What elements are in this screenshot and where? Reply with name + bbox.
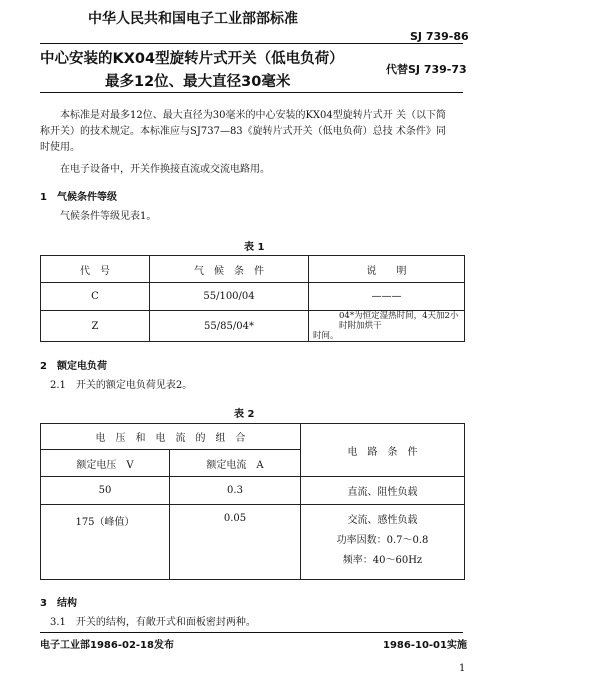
effective-date: 1986-10-01实施	[383, 640, 467, 651]
table-1-cell-code: C	[41, 283, 150, 311]
header-rule	[40, 43, 463, 44]
intro-paragraph-line3: 时使用。	[40, 142, 80, 153]
table-1-cell-note: ———	[309, 283, 465, 311]
table-2-condition-line1: 交流、感性负载	[347, 515, 418, 526]
issued-date: 电子工业部1986-02-18发布	[40, 640, 174, 651]
intro-paragraph-line2: 称开关）的技术规定。本标准应与SJ737—83《旋转片式开关（低电负荷）总技 术条件》同	[40, 126, 446, 137]
table-2-cell-current: 0.3	[170, 477, 301, 505]
table-2	[40, 423, 465, 580]
replaces-standard: 代替SJ 739-73	[386, 63, 467, 76]
standard-number: SJ 739-86	[410, 30, 469, 43]
document-title-line1: 中心安装的KX04型旋转片式开关（低电负荷）	[40, 51, 344, 67]
table-1-cell-condition: 55/100/04	[150, 283, 309, 311]
table-2-condition-line2: 功率因数：0.7～0.8	[336, 535, 429, 546]
title-rule	[40, 92, 463, 93]
table-1-header-condition: 气 候 条 件	[150, 256, 309, 283]
table-2-cell-condition	[301, 505, 465, 580]
table-1-cell-code: Z	[41, 311, 150, 342]
intro-paragraph-2: 在电子设备中，开关作换接直流或交流电路用。	[60, 164, 270, 175]
section-3-text: 3.1 开关的结构，有敞开式和面板密封两种。	[50, 617, 256, 628]
table-2-cell-condition: 直流、阻性负载	[301, 477, 465, 505]
intro-paragraph-line1: 本标准是对最多12位、最大直径为30毫米的中心安装的KX04型旋转片式开 关（以下简	[60, 110, 446, 121]
section-2-heading: 2 额定电负荷	[40, 361, 107, 372]
table-2-header-current: 额定电流 A	[170, 450, 301, 477]
document-title-line2: 最多12位、最大直径30毫米	[105, 74, 291, 90]
table-2-header-voltage: 额定电压 V	[41, 450, 170, 477]
table-1-note-line1: 04*为恒定湿热时间，4天加2小时附加烘干	[339, 311, 459, 331]
table-1-header-note: 说 明	[309, 256, 465, 283]
table-2-group-header: 电 压 和 电 流 的 组 合	[41, 424, 301, 450]
table-1	[40, 255, 465, 342]
table-1-cell-condition: 55/85/04*	[150, 311, 309, 342]
table-2-header-condition: 电 路 条 件	[301, 424, 465, 477]
issuer-title: 中华人民共和国电子工业部部标准	[88, 11, 298, 27]
table-2-cell-voltage: 175（峰值）	[41, 505, 170, 580]
page-number: 1	[459, 663, 466, 674]
section-1-heading: 1 气候条件等级	[40, 192, 117, 203]
footer-rule	[40, 632, 463, 633]
section-3-heading: 3 结构	[40, 598, 77, 609]
table-1-header-code: 代 号	[41, 256, 150, 283]
section-2-text: 2.1 开关的额定电负荷见表2。	[50, 380, 193, 391]
table-1-note-line2: 时间。	[313, 331, 339, 341]
table-2-cell-voltage: 50	[41, 477, 170, 505]
table-2-condition-line3: 频率：40～60Hz	[342, 555, 423, 566]
table-2-caption: 表 2	[234, 409, 255, 420]
table-2-cell-current: 0.05	[170, 505, 301, 580]
table-1-caption: 表 1	[244, 242, 265, 253]
table-1-cell-note	[309, 311, 465, 342]
section-1-text: 气候条件等级见表1。	[60, 211, 157, 222]
